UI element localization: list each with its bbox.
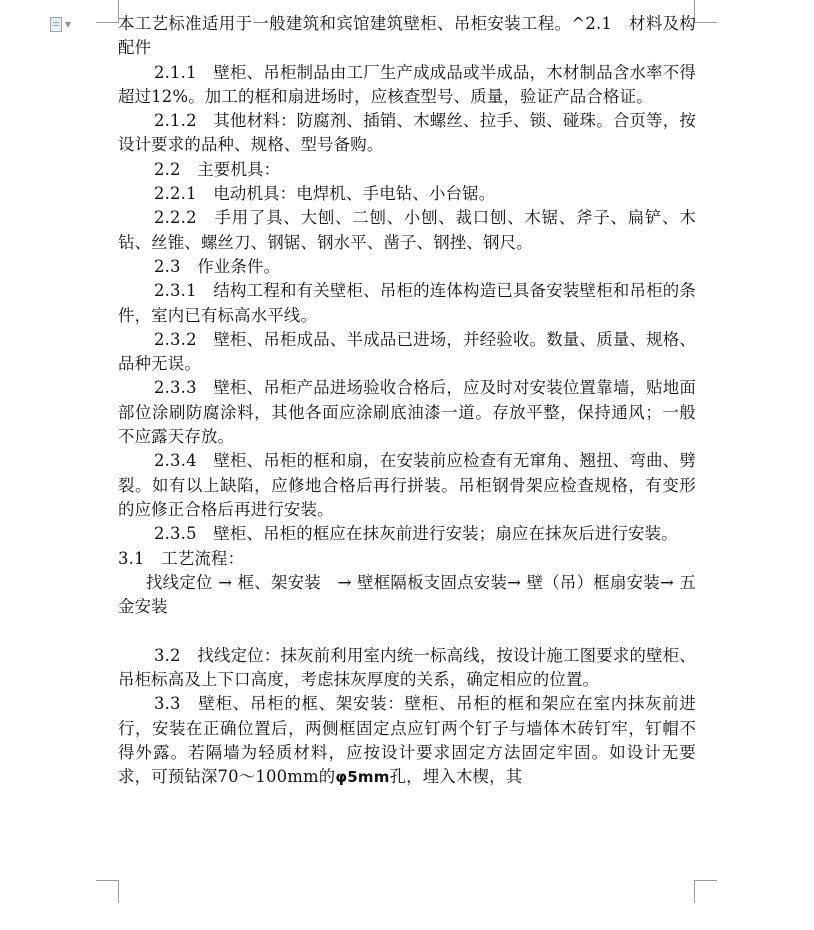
paragraph: 2.3.3 壁柜、吊柜产品进场验收合格后，应及时对安装位置靠墙，贴地面部位涂刷防腐涂料，其他各面应涂刷底油漆一道。存放平整，保持通风；一般不应露天存放。 bbox=[118, 378, 696, 447]
paragraph: 2.2.1 电动机具：电焊机、手电钻、小台锯。 bbox=[154, 184, 496, 204]
section-heading: 2.2 主要机具： bbox=[154, 159, 281, 179]
page-corner-mark-bottom-left bbox=[96, 880, 119, 903]
section-heading: 3.1 工艺流程： bbox=[118, 548, 245, 568]
paragraph: 2.1.1 壁柜、吊柜制品由工厂生产成成品或半成品，木材制品含水率不得超过12%。加工的框和扇进场时，应核查型号、质量，验证产品合格证。 bbox=[118, 62, 696, 106]
chevron-down-icon: ▼ bbox=[65, 19, 72, 29]
diameter-symbol: φ5mm bbox=[335, 768, 390, 787]
page-corner-mark-bottom-right bbox=[694, 880, 717, 903]
paragraph: 2.3.5 壁柜、吊柜的框应在抹灰前进行安装；扇应在抹灰后进行安装。 bbox=[154, 524, 678, 544]
paragraph: 2.3.4 壁柜、吊柜的框和扇，在安装前应检查有无窜角、翘扭、弯曲、劈裂。如有以上缺陷，应修地合格后再行拼装。吊柜钢骨架应检查规格，有变形的应修正合格后再进行安装。 bbox=[118, 451, 696, 519]
blank-line bbox=[118, 619, 696, 643]
document-body[interactable] bbox=[118, 12, 696, 790]
paragraph: 2.2.2 手用了具、大刨、二刨、小刨、裁口刨、木锯、斧子、扁铲、木钻、丝锥、螺丝刀、钢锯、钢水平、凿子、钢挫、钢尺。 bbox=[118, 208, 696, 252]
paragraph-text: 3.3 壁柜、吊柜的框、架安装：壁柜、吊柜的框和架应在室内抹灰前进行，安装在正确位置后，两侧框固定点应钉两个钉子与墙体木砖钉牢，钉帽不得外露。若隔墙为轻质材料，应按设计要求固定方法固定牢固。如设计无要求，可预钻深70～100mm的 bbox=[118, 694, 696, 787]
paragraph: 本工艺标准适用于一般建筑和宾馆建筑壁柜、吊柜安装工程。^2.1 材料及构配件 bbox=[118, 14, 696, 58]
document-icon[interactable] bbox=[50, 16, 76, 32]
paragraph: 2.3.1 结构工程和有关壁柜、吊柜的连体构造已具备安装壁柜和吊柜的条件，室内已有标高水平线。 bbox=[118, 281, 696, 325]
page-corner-mark-top-left bbox=[96, 0, 119, 23]
document-sheet-icon bbox=[50, 17, 62, 32]
paragraph: 2.1.2 其他材料：防腐剂、插销、木螺丝、拉手、锁、碰珠。合页等，按设计要求的品种、规格、型号备购。 bbox=[118, 111, 696, 155]
process-flow: 找线定位 → 框、架安装 → 壁框隔板支固点安装→ 壁（吊）框扇安装→ 五金安装 bbox=[118, 572, 696, 617]
paragraph: 2.3.2 壁柜、吊柜成品、半成品已进场，并经验收。数量、质量、规格、品种无误。 bbox=[118, 329, 696, 374]
paragraph-text-tail: 孔，埋入木楔，其 bbox=[389, 767, 523, 787]
paragraph: 3.2 找线定位：抹灰前利用室内统一标高线，按设计施工图要求的壁柜、吊柜标高及上下口高度，考虑抹灰厚度的关系，确定相应的位置。 bbox=[118, 645, 696, 690]
section-heading: 2.3 作业条件。 bbox=[154, 256, 281, 276]
paragraph bbox=[118, 692, 696, 789]
page-corner-mark-top-right bbox=[694, 0, 717, 23]
